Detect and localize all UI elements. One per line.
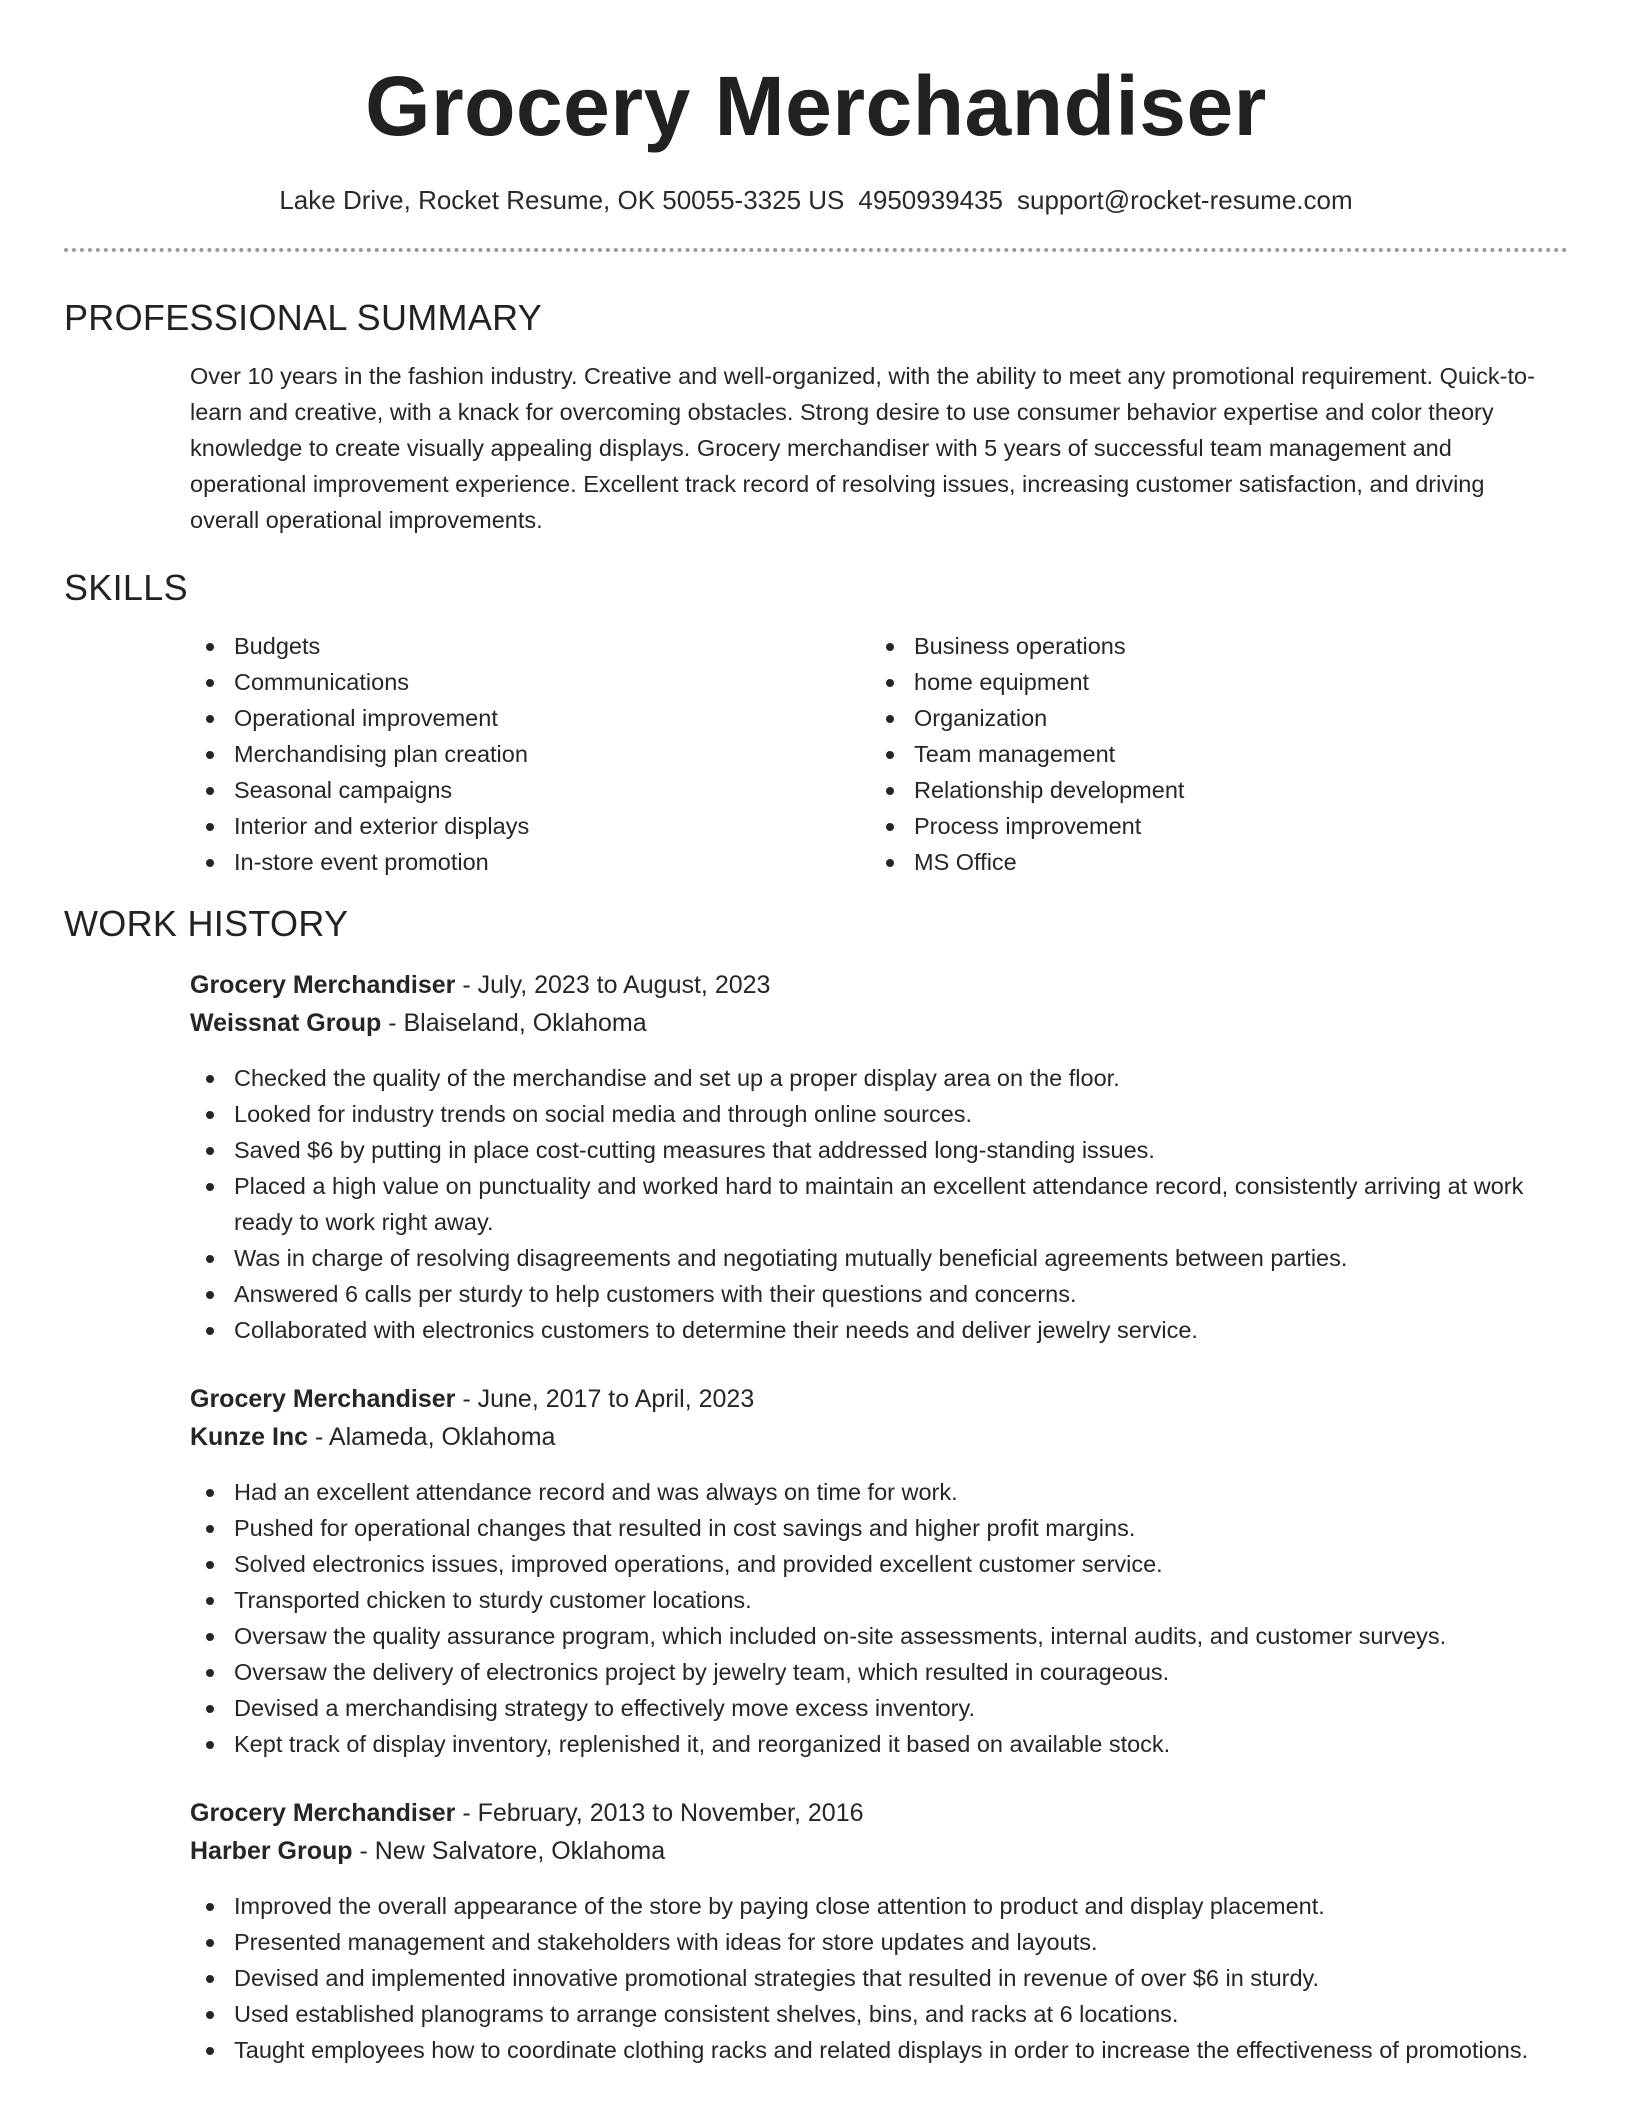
work-history-heading: WORK HISTORY bbox=[64, 903, 349, 944]
job-bullet: Devised a merchandising strategy to effectively move excess inventory. bbox=[190, 1690, 1538, 1726]
contact-phone: 4950939435 bbox=[858, 185, 1004, 215]
skill-item: Business operations bbox=[870, 628, 1550, 664]
contact-address: Lake Drive, Rocket Resume, OK 50055-3325 US bbox=[279, 185, 845, 215]
job-bullet: Pushed for operational changes that resulted in cost savings and higher profit margins. bbox=[190, 1510, 1538, 1546]
job-role: Grocery Merchandiser bbox=[190, 1799, 456, 1827]
skill-item: Process improvement bbox=[870, 808, 1550, 844]
summary-text: Over 10 years in the fashion industry. Creative and well-organized, with the ability to meet any promotional requirement. Quick-to-learn and creative, with a knack for overcoming obstacles. Strong desire to use consumer behavior expertise and color theory knowledge to create visually appealing displays. Grocery merchandiser with 5 years of successful team management and operational improvement experience. Excellent track record of resolving issues, increasing customer satisfaction, and driving overall operational improvements. bbox=[190, 363, 1535, 533]
job-company-line bbox=[190, 1004, 1538, 1042]
job-role-line bbox=[190, 1794, 1538, 1832]
job-bullet: Oversaw the delivery of electronics project by jewelry team, which resulted in courageous. bbox=[190, 1654, 1538, 1690]
skill-item: Interior and exterior displays bbox=[190, 808, 870, 844]
job-bullet: Devised and implemented innovative promotional strategies that resulted in revenue of over $6 in sturdy. bbox=[190, 1960, 1538, 1996]
job-bullet: Had an excellent attendance record and was always on time for work. bbox=[190, 1474, 1538, 1510]
job-bullet: Collaborated with electronics customers to determine their needs and deliver jewelry service. bbox=[190, 1312, 1538, 1348]
skill-item: Operational improvement bbox=[190, 700, 870, 736]
job-bullet: Checked the quality of the merchandise and set up a proper display area on the floor. bbox=[190, 1060, 1538, 1096]
job-company: Weissnat Group bbox=[190, 1009, 382, 1037]
job-location: - Blaiseland, Oklahoma bbox=[381, 1009, 647, 1037]
job-role: Grocery Merchandiser bbox=[190, 971, 456, 999]
job-location: - New Salvatore, Oklahoma bbox=[352, 1837, 666, 1865]
contact-line bbox=[64, 182, 1568, 218]
job-bullet: Placed a high value on punctuality and worked hard to maintain an excellent attendance record, consistently arriving at work ready to work right away. bbox=[190, 1168, 1538, 1240]
job-bullet: Answered 6 calls per sturdy to help customers with their questions and concerns. bbox=[190, 1276, 1538, 1312]
job-bullet: Saved $6 by putting in place cost-cutting measures that addressed long-standing issues. bbox=[190, 1132, 1538, 1168]
skill-item: In-store event promotion bbox=[190, 844, 870, 880]
skill-item: Relationship development bbox=[870, 772, 1550, 808]
job-bullet: Solved electronics issues, improved operations, and provided excellent customer service. bbox=[190, 1546, 1538, 1582]
skills-list bbox=[190, 628, 1550, 880]
job-location: - Alameda, Oklahoma bbox=[308, 1423, 556, 1451]
job-role-line bbox=[190, 1380, 1538, 1418]
job-entry bbox=[190, 1794, 1568, 2068]
skills-heading: SKILLS bbox=[64, 567, 188, 608]
skills-column-right bbox=[870, 628, 1550, 880]
resume-name: Grocery Merchandiser bbox=[365, 59, 1267, 153]
job-company: Kunze Inc bbox=[190, 1423, 309, 1451]
skill-item: Communications bbox=[190, 664, 870, 700]
job-role-line bbox=[190, 966, 1538, 1004]
job-bullet: Taught employees how to coordinate clothing racks and related displays in order to increase the effectiveness of promotions. bbox=[190, 2032, 1538, 2068]
job-bullet: Transported chicken to sturdy customer locations. bbox=[190, 1582, 1538, 1618]
job-dates: - February, 2013 to November, 2016 bbox=[455, 1799, 864, 1827]
skill-item: home equipment bbox=[870, 664, 1550, 700]
job-bullets bbox=[190, 1474, 1538, 1762]
job-bullet: Presented management and stakeholders with ideas for store updates and layouts. bbox=[190, 1924, 1538, 1960]
skill-item: Organization bbox=[870, 700, 1550, 736]
skill-item: Team management bbox=[870, 736, 1550, 772]
job-bullet: Kept track of display inventory, replenished it, and reorganized it based on available stock. bbox=[190, 1726, 1538, 1762]
job-bullets bbox=[190, 1888, 1538, 2068]
skill-item: Seasonal campaigns bbox=[190, 772, 870, 808]
summary-heading: PROFESSIONAL SUMMARY bbox=[64, 297, 543, 338]
job-dates: - July, 2023 to August, 2023 bbox=[455, 971, 771, 999]
job-bullet: Improved the overall appearance of the store by paying close attention to product and display placement. bbox=[190, 1888, 1538, 1924]
job-bullet: Used established planograms to arrange consistent shelves, bins, and racks at 6 locations. bbox=[190, 1996, 1538, 2032]
header-divider bbox=[64, 248, 1568, 252]
skill-item: Merchandising plan creation bbox=[190, 736, 870, 772]
job-company-line bbox=[190, 1832, 1538, 1870]
job-bullet: Looked for industry trends on social media and through online sources. bbox=[190, 1096, 1538, 1132]
job-role: Grocery Merchandiser bbox=[190, 1385, 456, 1413]
contact-email: support@rocket-resume.com bbox=[1017, 185, 1353, 215]
skills-column-left bbox=[190, 628, 870, 880]
job-company-line bbox=[190, 1418, 1538, 1456]
job-dates: - June, 2017 to April, 2023 bbox=[455, 1385, 755, 1413]
job-bullets bbox=[190, 1060, 1538, 1348]
job-bullet: Was in charge of resolving disagreements and negotiating mutually beneficial agreements between parties. bbox=[190, 1240, 1538, 1276]
job-bullet: Oversaw the quality assurance program, which included on-site assessments, internal audits, and customer surveys. bbox=[190, 1618, 1538, 1654]
job-company: Harber Group bbox=[190, 1837, 353, 1865]
skill-item: MS Office bbox=[870, 844, 1550, 880]
job-entry bbox=[190, 1380, 1568, 1762]
job-entry bbox=[190, 966, 1568, 1348]
skill-item: Budgets bbox=[190, 628, 870, 664]
